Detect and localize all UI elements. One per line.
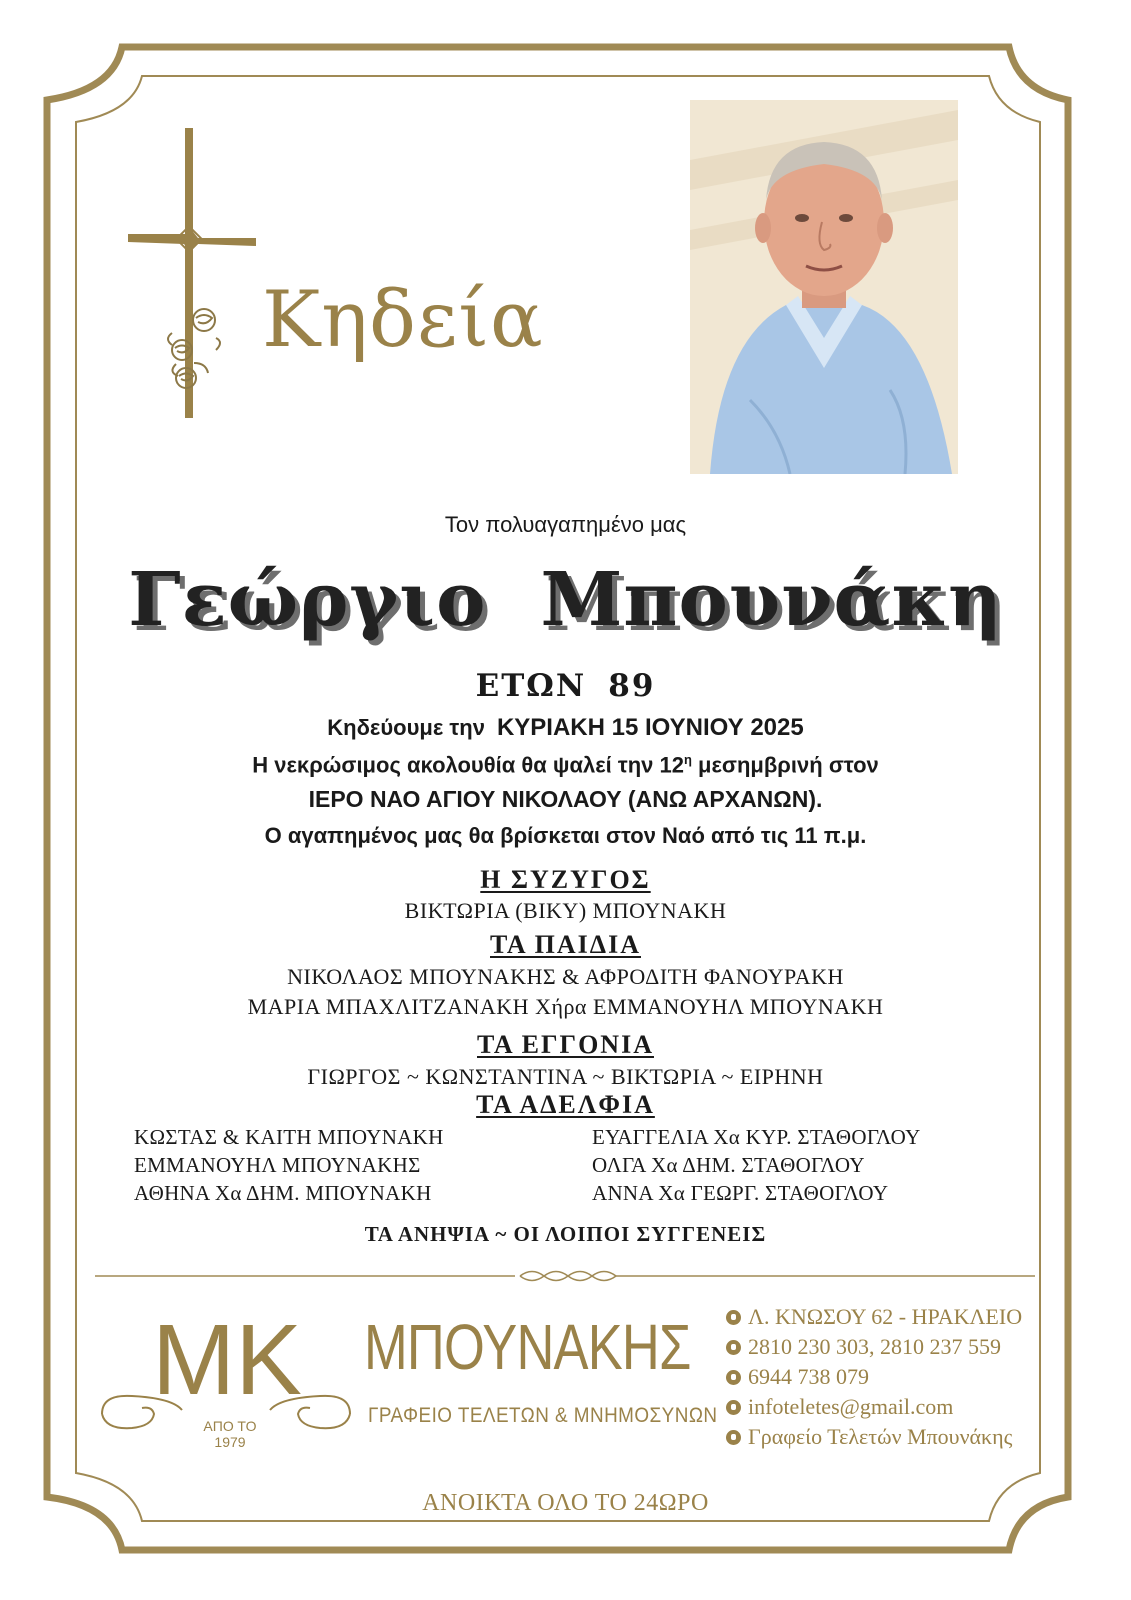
funeral-date: ΚΥΡΙΑΚΗ 15 ΙΟΥΝΙΟΥ 2025 [496,714,804,741]
phone-icon [726,1340,741,1355]
siblings-left-column [134,1123,444,1207]
age-line [0,668,1131,704]
contact-text: infoteletes@gmail.com [748,1394,954,1419]
sibling-line: ΟΛΓΑ Χα ΔΗΜ. ΣΤΑΘΟΓΛΟΥ [592,1153,865,1177]
children-heading: ΤΑ ΠΑΙΔΙΑ [490,930,641,959]
last-name: Μπουνάκη [540,557,1003,643]
church-name: ΙΕΡΟ ΝΑΟ ΑΓΙΟΥ ΝΙΚΟΛΑΟΥ (ΑΝΩ ΑΡΧΑΝΩΝ). [308,786,823,812]
portrait-photo [690,100,958,474]
cross-with-roses-icon [124,128,264,428]
siblings-heading: ΤΑ ΑΔΕΛΦΙΑ [476,1090,655,1119]
sibling-line: ΑΝΝΑ Χα ΓΕΩΡΓ. ΣΤΑΘΟΓΛΟΥ [592,1181,889,1205]
contact-facebook [726,1422,1022,1452]
email-icon [726,1400,741,1415]
service-time-suffix: μεσημβρινή στον [691,752,879,778]
business-subtitle: ΓΡΑΦΕΙΟ ΤΕΛΕΤΩΝ & ΜΝΗΜΟΣΥΝΩΝ [368,1404,718,1427]
service-time-prefix: Η νεκρώσιμος ακολουθία θα ψαλεί την 12 [252,752,684,778]
notice-title: Κηδεία [262,275,544,365]
business-name: ΜΠΟΥΝΑΚΗΣ [364,1311,691,1383]
contact-text: Λ. ΚΝΩΣΟΥ 62 - ΗΡΑΚΛΕΙΟ [748,1304,1023,1329]
location-icon [726,1310,741,1325]
since-year: ΑΠΟ ΤΟ 1979 [203,1418,257,1450]
contact-text: 6944 738 079 [748,1364,869,1389]
facebook-icon [726,1430,741,1445]
spouse-heading: Η ΣΥΖΥΓΟΣ [480,865,651,894]
ordinal-superscript: η [683,752,692,767]
logo-letters: MK [152,1304,302,1416]
contact-text: Γραφείο Τελετών Μπουνάκης [748,1424,1013,1449]
opening-hours: ΑΝΟΙΚΤΑ ΟΛΟ ΤΟ 24ΩΡΟ [422,1490,709,1516]
sibling-line: ΕΥΑΓΓΕΛΙΑ Χα ΚΥΡ. ΣΤΑΘΟΓΛΟΥ [592,1125,921,1149]
contact-address [726,1302,1022,1332]
first-name: Γεώργιο [128,557,487,643]
siblings-right-column [592,1123,921,1207]
grandchildren-names: ΓΙΩΡΓΟΣ ~ ΚΩΝΣΤΑΝΤΙΝΑ ~ ΒΙΚΤΩΡΙΑ ~ ΕΙΡΗΝΗ [307,1064,824,1089]
child-line: ΜΑΡΙΑ ΜΠΑΧΛΙΤΖΑΝΑΚΗ Χήρα ΕΜΜΑΝΟΥΗΛ ΜΠΟΥΝΑΚΗ [247,994,884,1019]
age-value: 89 [608,668,656,704]
other-relatives: ΤΑ ΑΝΗΨΙΑ ~ ΟΙ ΛΟΙΠΟΙ ΣΥΓΓΕΝΕΙΣ [364,1222,767,1246]
contact-list [726,1302,1022,1452]
contact-email [726,1392,1022,1422]
contact-phone [726,1332,1022,1362]
ornament-divider-icon [95,1266,1035,1286]
funeral-date-line [0,714,1131,742]
sibling-line: ΕΜΜΑΝΟΥΗΛ ΜΠΟΥΝΑΚΗΣ [134,1153,421,1177]
contact-text: 2810 230 303, 2810 237 559 [748,1334,1001,1359]
deceased-name [0,550,1131,650]
contact-mobile [726,1362,1022,1392]
sibling-line: ΑΘΗΝΑ Χα ΔΗΜ. ΜΠΟΥΝΑΚΗ [134,1181,432,1205]
child-line: ΝΙΚΟΛΑΟΣ ΜΠΟΥΝΑΚΗΣ & ΑΦΡΟΔΙΤΗ ΦΑΝΟΥΡΑΚΗ [287,964,844,989]
mobile-icon [726,1370,741,1385]
sibling-line: ΚΩΣΤΑΣ & ΚΑΙΤΗ ΜΠΟΥΝΑΚΗ [134,1125,444,1149]
spouse-name: ΒΙΚΤΩΡΙΑ (ΒΙΚΥ) ΜΠΟΥΝΑΚΗ [404,898,727,923]
service-time-line [0,752,1131,778]
date-prefix: Κηδεύουμε την [327,715,485,740]
grandchildren-heading: ΤΑ ΕΓΓΟΝΙΑ [477,1030,654,1059]
viewing-time-line: Ο αγαπημένος μας θα βρίσκεται στον Ναό από τις 11 π.μ. [264,823,867,848]
age-label: ΕΤΩΝ [475,668,587,704]
intro-text: Τον πολυαγαπημένο μας [444,512,687,537]
